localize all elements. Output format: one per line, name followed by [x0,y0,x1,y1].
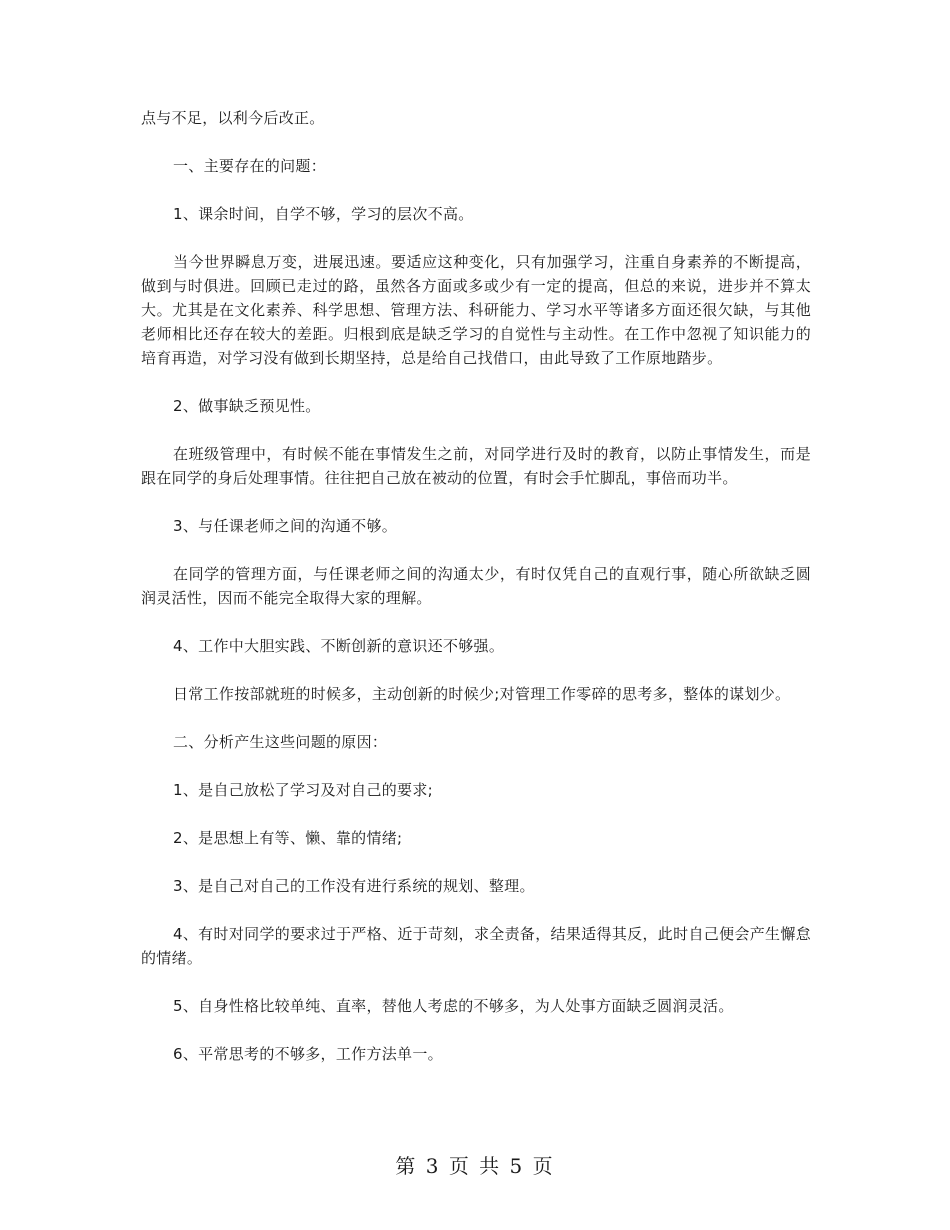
list-item-heading: 1、课余时间，自学不够，学习的层次不高。 [173,205,474,223]
list-item-heading: 3、与任课老师之间的沟通不够。 [173,517,398,535]
paragraph: 在班级管理中，有时候不能在事情发生之前，对同学进行及时的教育，以防止事情发生，而是跟在同学的身后处理事情。往往把自己放在被动的位置，有时会手忙脚乱，事倍而功半。 [141,445,811,487]
list-item: 5、自身性格比较单纯、直率，替他人考虑的不够多，为人处事方面缺乏圆润灵活。 [173,997,734,1015]
list-item: 6、平常思考的不够多，工作方法单一。 [173,1045,443,1063]
list-item: 4、有时对同学的要求过于严格、近于苛刻，求全责备，结果适得其反，此时自己便会产生懈怠的情绪。 [141,925,811,967]
paragraph: 当今世界瞬息万变，进展迅速。要适应这种变化，只有加强学习，注重自身素养的不断提高，做到与时俱进。回顾已走过的路，虽然各方面或多或少有一定的提高，但总的来说，进步并不算太大。尤其是在文化素养、科学思想、管理方法、科研能力、学习水平等诸多方面还很欠缺，与其他老师相比还存在较大的差距。归根到底是缺乏学习的自觉性与主动性。在工作中忽视了知识能力的培育再造，对学习没有做到长期坚持，总是给自己找借口，由此导致了工作原地踏步。 [141,253,811,367]
section-heading-causes: 二、分析产生这些问题的原因： [173,733,388,751]
paragraph: 日常工作按部就班的时候多，主动创新的时候少;对管理工作零碎的思考多，整体的谋划少。 [173,685,791,703]
list-item: 1、是自己放松了学习及对自己的要求; [173,781,433,799]
list-item: 2、是思想上有等、懒、靠的情绪; [173,829,403,847]
list-item-heading: 2、做事缺乏预见性。 [173,397,321,415]
section-heading-problems: 一、主要存在的问题： [173,157,327,175]
list-item: 3、是自己对自己的工作没有进行系统的规划、整理。 [173,877,535,895]
paragraph-continuation: 点与不足，以利今后改正。 [141,109,325,127]
document-body [141,106,811,1066]
page-number-footer: 第 3 页 共 5 页 [395,1154,555,1178]
list-item-heading: 4、工作中大胆实践、不断创新的意识还不够强。 [173,637,505,655]
paragraph: 在同学的管理方面，与任课老师之间的沟通太少，有时仅凭自己的直观行事，随心所欲缺乏圆润灵活性，因而不能完全取得大家的理解。 [141,565,811,607]
